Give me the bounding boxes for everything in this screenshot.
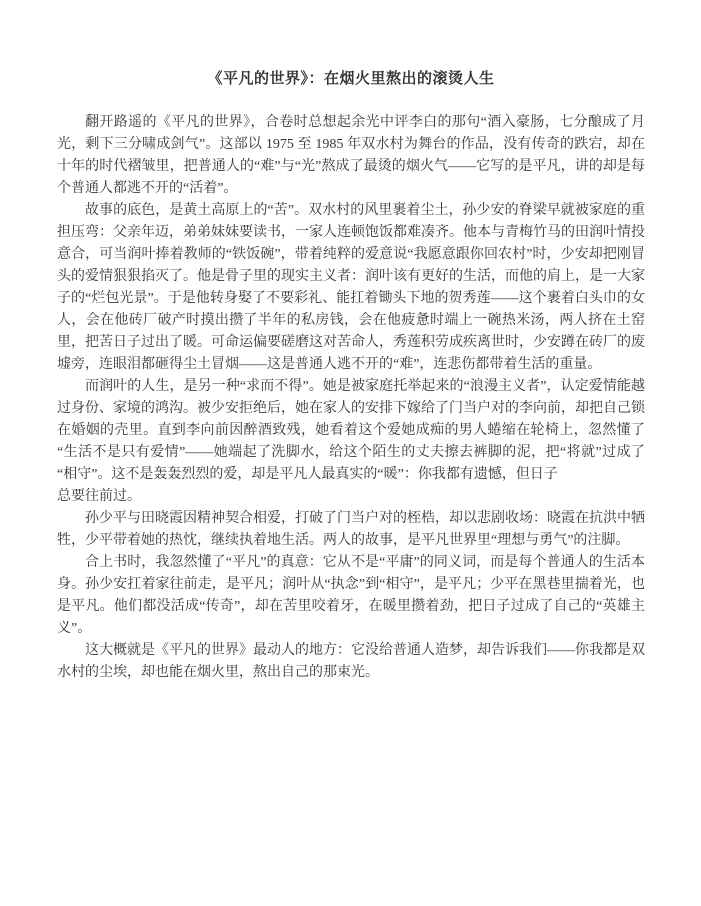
paragraph: 这大概就是《平凡的世界》最动人的地方：它没给普通人造梦，却告诉我们——你我都是双水村的尘埃，却也能在烟火里，熬出自己的那束光。 [57,643,645,680]
document-body [57,112,645,684]
paragraph: 而润叶的人生，是另一种“求而不得”。她是被家庭托举起来的“浪漫主义者”，认定爱情能越过身份、家境的鸿沟。被少安拒绝后，她在家人的安排下嫁给了门当户对的李向前，却把自己锁在婚姻的壳里。直到李向前因醉酒致残，她看着这个爱她成痴的男人蜷缩在轮椅上，忽然懂了“生活不是只有爱情”——她端起了洗脚水，给这个陌生的丈夫擦去裤脚的泥，把“将就”过成了“相守”。这不是轰轰烈烈的爱，却是平凡人最真实的“暖”：你我都有遗憾，但日子 [57,379,645,482]
document-title: 《平凡的世界》：在烟火里熬出的滚烫人生 [207,71,495,87]
paragraph: 孙少平与田晓霞因精神契合相爱，打破了门当户对的桎梏，却以悲剧收场：晓霞在抗洪中牺牲，少平带着她的热忱，继续执着地生活。两人的故事，是平凡世界里“理想与勇气”的注脚。 [57,511,645,548]
paragraph: 翻开路遥的《平凡的世界》，合卷时总想起余光中评李白的那句“酒入豪肠，七分酿成了月光，剩下三分啸成剑气”。这部以 1975 至 1985 年双水村为舞台的作品，没有传奇的跌宕，却在十年的时代褶皱里，把普通人的“难”与“光”熬成了最烫的烟火气——它写的是平凡，讲的却是每个普通人都逃不开的“活着”。 [57,115,645,196]
paragraph: 合上书时，我忽然懂了“平凡”的真意：它从不是“平庸”的同义词，而是每个普通人的生活本身。孙少安扛着家往前走，是平凡；润叶从“执念”到“相守”，是平凡；少平在黑巷里揣着光，也是平凡。他们都没活成“传奇”，却在苦里咬着牙，在暖里攒着劲，把日子过成了自己的“英雄主义”。 [57,555,645,636]
paragraph-continuation-line: 总要往前过。 [57,489,141,504]
paragraph: 故事的底色，是黄土高原上的“苦”。双水村的风里裹着尘土，孙少安的脊梁早就被家庭的重担压弯：父亲年迈，弟弟妹妹要读书，一家人连顿饱饭都难凑齐。他本与青梅竹马的田润叶情投意合，可当润叶捧着教师的“铁饭碗”，带着纯粹的爱意说“我愿意跟你回农村”时，少安却把刚冒头的爱情狠狠掐灭了。他是骨子里的现实主义者：润叶该有更好的生活，而他的肩上，是一大家子的“烂包光景”。于是他转身娶了不要彩礼、能扛着锄头下地的贺秀莲——这个裹着白头巾的女人，会在他砖厂破产时摸出攒了半年的私房钱，会在他疲惫时端上一碗热米汤，两人挤在土窑里，把苦日子过出了暖。可命运偏要磋磨这对苦命人，秀莲积劳成疾离世时，少安蹲在砖厂的废墟旁，连眼泪都砸得尘土冒烟——这是普通人逃不开的“难”，连悲伤都带着生活的重量。 [57,203,645,372]
